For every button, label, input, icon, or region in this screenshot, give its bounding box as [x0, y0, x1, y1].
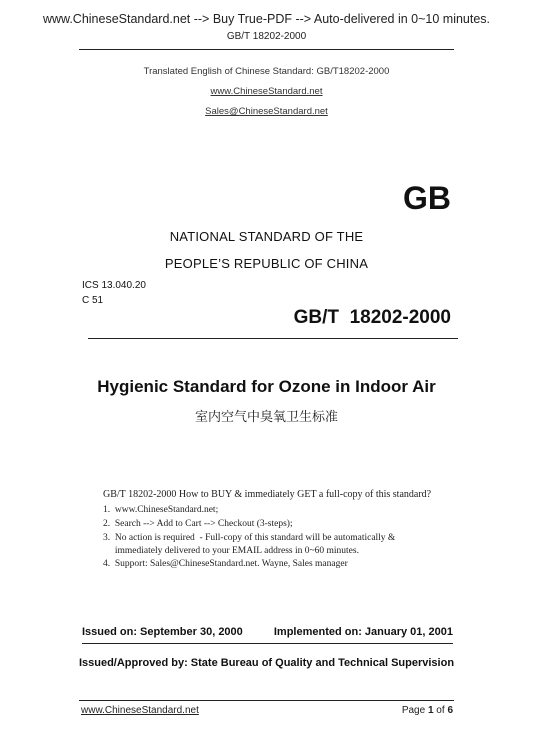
translation-site-wrap: [0, 86, 533, 97]
site-link[interactable]: www.ChineseStandard.net: [210, 86, 323, 97]
footer-site-link[interactable]: www.ChineseStandard.net: [81, 705, 199, 716]
national-standard-line1: NATIONAL STANDARD OF THE: [169, 229, 364, 244]
page-prefix: Page: [401, 705, 428, 716]
approved-by: Issued/Approved by: State Bureau of Quality and Technical Supervision: [78, 657, 455, 669]
buy-step: 2. Search --> Add to Cart --> Checkout (3-steps);: [103, 519, 293, 529]
page-mid: of: [433, 705, 448, 716]
footer-site-wrap: [81, 705, 199, 716]
buy-step: immediately delivered to your EMAIL address in 0~60 minutes.: [103, 546, 359, 556]
page-total: 6: [447, 705, 453, 716]
dates-divider: [82, 643, 453, 644]
footer-divider: [79, 700, 454, 701]
translation-email-wrap: [0, 106, 533, 117]
document-title-en: Hygienic Standard for Ozone in Indoor Air: [97, 377, 436, 396]
buy-heading: GB/T 18202-2000 How to BUY & immediately GET a full-copy of this standard?: [103, 489, 432, 500]
standard-number-divider: [88, 338, 458, 339]
header-standard-code: GB/T 18202-2000: [226, 31, 307, 42]
issued-on: Issued on: September 30, 2000: [82, 626, 243, 638]
email-link[interactable]: Sales@ChineseStandard.net: [205, 106, 328, 117]
national-standard-line2: PEOPLE’S REPUBLIC OF CHINA: [164, 256, 369, 271]
standard-number: GB/T 18202-2000: [293, 307, 451, 328]
header-promo: www.ChineseStandard.net --> Buy True-PDF --> Auto-delivered in 0~10 minutes.: [42, 12, 491, 26]
ccs-code: C 51: [82, 295, 104, 306]
implemented-on: Implemented on: January 01, 2001: [273, 626, 453, 638]
buy-step: 1. www.ChineseStandard.net;: [103, 505, 219, 515]
header-divider: [79, 49, 454, 50]
gb-badge: GB: [403, 180, 451, 216]
translation-note: Translated English of Chinese Standard: GB/T18202-2000: [143, 66, 390, 77]
buy-step: 3. No action is required - Full-copy of this standard will be automatically &: [103, 533, 396, 543]
document-title-cn: 室内空气中臭氧卫生标准: [194, 410, 338, 425]
page-current: 1: [427, 705, 434, 716]
ics-code: ICS 13.040.20: [82, 280, 146, 291]
buy-step: 4. Support: Sales@ChineseStandard.net. Wayne, Sales manager: [103, 559, 348, 569]
page-indicator: [402, 705, 453, 716]
